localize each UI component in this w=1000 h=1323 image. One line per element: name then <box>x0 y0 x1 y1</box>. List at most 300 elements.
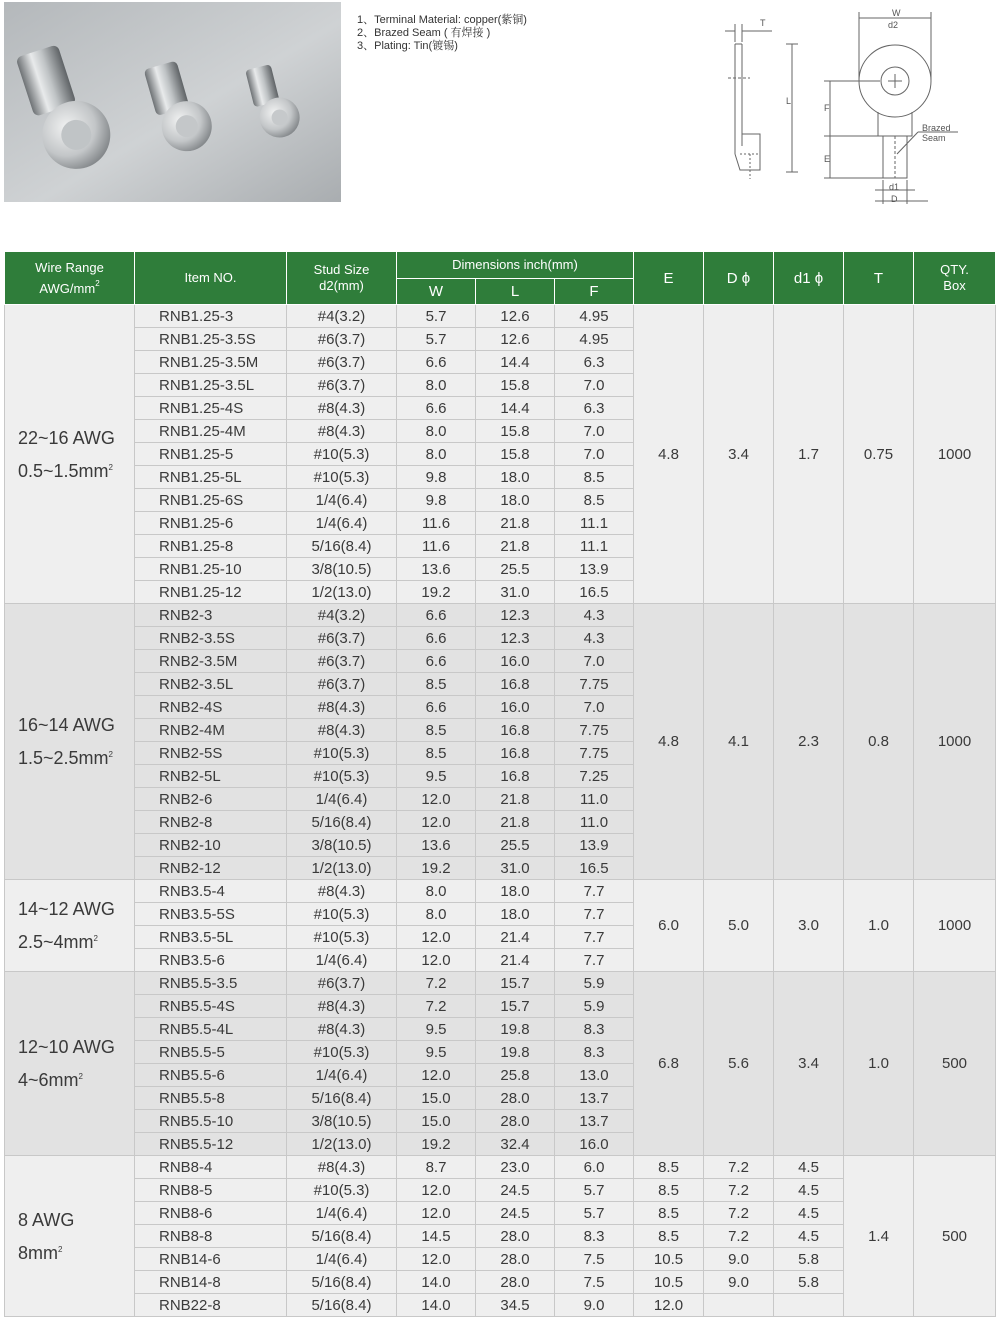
header-wire-range-line1: Wire Range <box>35 259 104 275</box>
wire-range-awg: 12~10 AWG <box>18 1037 115 1057</box>
w-cell: 14.0 <box>397 1294 476 1317</box>
superscript-2: 2 <box>108 750 113 759</box>
f-cell: 8.5 <box>555 466 634 489</box>
qty-cell: 1000 <box>914 604 996 880</box>
wire-range-awg: 8 AWG <box>18 1209 75 1230</box>
stud-size-cell: 1/2(13.0) <box>287 1133 397 1156</box>
e-cell: 6.8 <box>634 972 704 1156</box>
wire-range-mm <box>18 924 134 957</box>
label-D: D <box>891 194 898 204</box>
w-cell: 8.5 <box>397 719 476 742</box>
superscript-2: 2 <box>95 278 100 288</box>
item-no-cell: RNB14-8 <box>135 1271 287 1294</box>
l-cell: 28.0 <box>476 1087 555 1110</box>
item-no-cell: RNB1.25-5 <box>135 443 287 466</box>
wire-range-mm-value: 4~6mm <box>18 1070 79 1090</box>
l-cell: 16.8 <box>476 719 555 742</box>
f-cell: 7.75 <box>555 719 634 742</box>
stud-size-cell: #6(3.7) <box>287 328 397 351</box>
l-cell: 25.5 <box>476 834 555 857</box>
f-cell: 7.75 <box>555 673 634 696</box>
header-W: W <box>397 279 476 305</box>
l-cell: 23.0 <box>476 1156 555 1179</box>
w-cell: 7.2 <box>397 972 476 995</box>
l-cell: 12.6 <box>476 328 555 351</box>
stud-size-cell: #6(3.7) <box>287 972 397 995</box>
l-cell: 21.8 <box>476 512 555 535</box>
l-cell: 15.7 <box>476 972 555 995</box>
stud-size-cell: #8(4.3) <box>287 397 397 420</box>
header-stud-line2: d2(mm) <box>319 278 364 293</box>
f-cell: 7.7 <box>555 880 634 903</box>
f-cell: 5.7 <box>555 1202 634 1225</box>
l-cell: 18.0 <box>476 466 555 489</box>
terminal-photo-image <box>4 2 341 202</box>
d-cell: 9.0 <box>704 1248 774 1271</box>
l-cell: 16.0 <box>476 650 555 673</box>
stud-size-cell: #8(4.3) <box>287 995 397 1018</box>
qty-cell: 500 <box>914 1156 996 1317</box>
item-no-cell: RNB2-6 <box>135 788 287 811</box>
l-cell: 31.0 <box>476 581 555 604</box>
f-cell: 5.9 <box>555 995 634 1018</box>
w-cell: 12.0 <box>397 788 476 811</box>
f-cell: 6.3 <box>555 397 634 420</box>
f-cell: 7.5 <box>555 1271 634 1294</box>
stud-size-cell: 3/8(10.5) <box>287 1110 397 1133</box>
product-photo <box>4 2 341 202</box>
note-plating: 3、Plating: Tin(镀锡) <box>357 40 458 52</box>
item-no-cell: RNB2-5L <box>135 765 287 788</box>
item-no-cell: RNB2-3.5L <box>135 673 287 696</box>
header-qty-line1: QTY. <box>940 262 969 277</box>
f-cell: 7.7 <box>555 903 634 926</box>
f-cell: 5.7 <box>555 1179 634 1202</box>
stud-size-cell: #6(3.7) <box>287 673 397 696</box>
w-cell: 6.6 <box>397 397 476 420</box>
w-cell: 9.5 <box>397 1018 476 1041</box>
e-cell: 4.8 <box>634 604 704 880</box>
d1-cell <box>774 1294 844 1317</box>
l-cell: 25.5 <box>476 558 555 581</box>
f-cell: 4.95 <box>555 328 634 351</box>
f-cell: 13.9 <box>555 834 634 857</box>
stud-size-cell: 1/4(6.4) <box>287 1202 397 1225</box>
l-cell: 32.4 <box>476 1133 555 1156</box>
d1-cell: 5.8 <box>774 1248 844 1271</box>
material-notes <box>357 14 527 53</box>
w-cell: 8.5 <box>397 673 476 696</box>
note-brazed-seam: 2、Brazed Seam ( 有焊接 ) <box>357 27 491 39</box>
stud-size-cell: 1/4(6.4) <box>287 512 397 535</box>
stud-size-cell: #8(4.3) <box>287 696 397 719</box>
w-cell: 15.0 <box>397 1110 476 1133</box>
item-no-cell: RNB5.5-5 <box>135 1041 287 1064</box>
t-cell: 1.4 <box>844 1156 914 1317</box>
item-no-cell: RNB1.25-3 <box>135 305 287 328</box>
stud-size-cell: #10(5.3) <box>287 903 397 926</box>
item-no-cell: RNB2-4S <box>135 696 287 719</box>
stud-size-cell: #10(5.3) <box>287 1179 397 1202</box>
f-cell: 7.0 <box>555 696 634 719</box>
item-no-cell: RNB5.5-6 <box>135 1064 287 1087</box>
item-no-cell: RNB2-10 <box>135 834 287 857</box>
l-cell: 16.8 <box>476 673 555 696</box>
stud-size-cell: 3/8(10.5) <box>287 834 397 857</box>
w-cell: 12.0 <box>397 811 476 834</box>
l-cell: 21.8 <box>476 535 555 558</box>
stud-size-cell: 1/4(6.4) <box>287 788 397 811</box>
item-no-cell: RNB2-8 <box>135 811 287 834</box>
l-cell: 16.0 <box>476 696 555 719</box>
header-T: T <box>844 252 914 305</box>
item-no-cell: RNB1.25-12 <box>135 581 287 604</box>
f-cell: 7.0 <box>555 374 634 397</box>
header-D: D ϕ <box>704 252 774 305</box>
stud-size-cell: 1/2(13.0) <box>287 857 397 880</box>
t-cell: 1.0 <box>844 880 914 972</box>
l-cell: 25.8 <box>476 1064 555 1087</box>
w-cell: 8.0 <box>397 374 476 397</box>
wire-range-cell <box>5 972 135 1156</box>
e-cell: 12.0 <box>634 1294 704 1317</box>
superscript-2: 2 <box>93 934 98 943</box>
t-cell: 0.75 <box>844 305 914 604</box>
d-cell: 9.0 <box>704 1271 774 1294</box>
item-no-cell: RNB2-3.5M <box>135 650 287 673</box>
wire-range-mm <box>18 740 134 773</box>
table-row <box>5 305 996 328</box>
d1-cell: 3.4 <box>774 972 844 1156</box>
stud-size-cell: 5/16(8.4) <box>287 1225 397 1248</box>
superscript-2: 2 <box>108 462 113 472</box>
f-cell: 8.3 <box>555 1018 634 1041</box>
l-cell: 12.6 <box>476 305 555 328</box>
stud-size-cell: #8(4.3) <box>287 1156 397 1179</box>
f-cell: 6.3 <box>555 351 634 374</box>
header-dimensions: Dimensions inch(mm) <box>397 252 634 279</box>
e-cell: 6.0 <box>634 880 704 972</box>
f-cell: 11.0 <box>555 788 634 811</box>
f-cell: 8.5 <box>555 489 634 512</box>
d1-cell: 4.5 <box>774 1156 844 1179</box>
wire-range-awg: 22~16 AWG <box>18 427 115 448</box>
f-cell: 8.3 <box>555 1225 634 1248</box>
header-F: F <box>555 279 634 305</box>
stud-size-cell: #4(3.2) <box>287 305 397 328</box>
stud-size-cell: #6(3.7) <box>287 351 397 374</box>
w-cell: 6.6 <box>397 627 476 650</box>
stud-size-cell: #10(5.3) <box>287 443 397 466</box>
label-F: F <box>824 103 830 113</box>
wire-range-cell <box>5 305 135 604</box>
l-cell: 28.0 <box>476 1271 555 1294</box>
stud-size-cell: #6(3.7) <box>287 650 397 673</box>
item-no-cell: RNB2-4M <box>135 719 287 742</box>
f-cell: 7.0 <box>555 420 634 443</box>
l-cell: 16.8 <box>476 765 555 788</box>
l-cell: 21.8 <box>476 811 555 834</box>
l-cell: 24.5 <box>476 1202 555 1225</box>
w-cell: 19.2 <box>397 857 476 880</box>
w-cell: 8.0 <box>397 443 476 466</box>
item-no-cell: RNB1.25-3.5M <box>135 351 287 374</box>
stud-size-cell: #10(5.3) <box>287 466 397 489</box>
d-cell: 3.4 <box>704 305 774 604</box>
f-cell: 9.0 <box>555 1294 634 1317</box>
w-cell: 19.2 <box>397 581 476 604</box>
table-row <box>5 880 996 903</box>
stud-size-cell: #8(4.3) <box>287 719 397 742</box>
w-cell: 5.7 <box>397 305 476 328</box>
w-cell: 8.0 <box>397 903 476 926</box>
f-cell: 13.9 <box>555 558 634 581</box>
wire-range-cell <box>5 604 135 880</box>
stud-size-cell: 3/8(10.5) <box>287 558 397 581</box>
l-cell: 28.0 <box>476 1248 555 1271</box>
d1-cell: 5.8 <box>774 1271 844 1294</box>
w-cell: 19.2 <box>397 1133 476 1156</box>
f-cell: 8.3 <box>555 1041 634 1064</box>
header-item-no: Item NO. <box>135 252 287 305</box>
e-cell: 4.8 <box>634 305 704 604</box>
l-cell: 18.0 <box>476 489 555 512</box>
superscript-2: 2 <box>78 1072 83 1081</box>
stud-size-cell: #8(4.3) <box>287 420 397 443</box>
w-cell: 11.6 <box>397 512 476 535</box>
f-cell: 7.0 <box>555 650 634 673</box>
label-d2: d2 <box>888 20 899 30</box>
l-cell: 15.8 <box>476 420 555 443</box>
w-cell: 12.0 <box>397 1179 476 1202</box>
item-no-cell: RNB1.25-6S <box>135 489 287 512</box>
w-cell: 13.6 <box>397 834 476 857</box>
e-cell: 10.5 <box>634 1248 704 1271</box>
f-cell: 11.0 <box>555 811 634 834</box>
d-cell: 5.0 <box>704 880 774 972</box>
f-cell: 4.3 <box>555 604 634 627</box>
f-cell: 11.1 <box>555 535 634 558</box>
f-cell: 7.7 <box>555 949 634 972</box>
wire-range-mm-value: 2.5~4mm <box>18 932 94 952</box>
item-no-cell: RNB2-3.5S <box>135 627 287 650</box>
item-no-cell: RNB1.25-4S <box>135 397 287 420</box>
label-brazed: Brazed <box>922 123 951 133</box>
drawing-svg <box>700 4 1000 209</box>
header-L: L <box>476 279 555 305</box>
w-cell: 11.6 <box>397 535 476 558</box>
table-row <box>5 1156 996 1179</box>
wire-range-mm-value: 0.5~1.5mm <box>18 460 109 481</box>
d1-cell: 4.5 <box>774 1202 844 1225</box>
w-cell: 12.0 <box>397 949 476 972</box>
wire-range-awg: 14~12 AWG <box>18 899 115 919</box>
f-cell: 16.5 <box>555 857 634 880</box>
table-row <box>5 604 996 627</box>
f-cell: 11.1 <box>555 512 634 535</box>
w-cell: 9.8 <box>397 489 476 512</box>
f-cell: 16.5 <box>555 581 634 604</box>
d-cell: 7.2 <box>704 1156 774 1179</box>
qty-cell: 1000 <box>914 880 996 972</box>
label-L: L <box>786 96 792 106</box>
d1-cell: 4.5 <box>774 1179 844 1202</box>
item-no-cell: RNB3.5-5L <box>135 926 287 949</box>
item-no-cell: RNB3.5-5S <box>135 903 287 926</box>
l-cell: 28.0 <box>476 1225 555 1248</box>
stud-size-cell: 5/16(8.4) <box>287 811 397 834</box>
item-no-cell: RNB22-8 <box>135 1294 287 1317</box>
stud-size-cell: #10(5.3) <box>287 765 397 788</box>
d-cell: 7.2 <box>704 1179 774 1202</box>
wire-range-cell <box>5 880 135 972</box>
note-material: 1、Terminal Material: copper(紫铜) <box>357 14 527 26</box>
label-W: W <box>892 8 901 18</box>
w-cell: 8.0 <box>397 420 476 443</box>
item-no-cell: RNB8-6 <box>135 1202 287 1225</box>
dimension-drawing <box>700 4 1000 209</box>
e-cell: 10.5 <box>634 1271 704 1294</box>
item-no-cell: RNB3.5-4 <box>135 880 287 903</box>
superscript-2: 2 <box>58 1244 63 1254</box>
wire-range-cell <box>5 1156 135 1317</box>
stud-size-cell: #6(3.7) <box>287 627 397 650</box>
label-d1: d1 <box>889 182 900 192</box>
qty-cell: 500 <box>914 972 996 1156</box>
l-cell: 15.8 <box>476 374 555 397</box>
item-no-cell: RNB5.5-12 <box>135 1133 287 1156</box>
header-qty <box>914 252 996 305</box>
header-stud-size <box>287 252 397 305</box>
stud-size-cell: 5/16(8.4) <box>287 1294 397 1317</box>
w-cell: 6.6 <box>397 604 476 627</box>
header-qty-line2: Box <box>943 278 966 293</box>
l-cell: 28.0 <box>476 1110 555 1133</box>
f-cell: 7.75 <box>555 742 634 765</box>
header-wire-range-line2 <box>5 276 134 297</box>
stud-size-cell: #10(5.3) <box>287 742 397 765</box>
e-cell: 8.5 <box>634 1156 704 1179</box>
w-cell: 8.0 <box>397 880 476 903</box>
t-cell: 1.0 <box>844 972 914 1156</box>
w-cell: 14.5 <box>397 1225 476 1248</box>
l-cell: 18.0 <box>476 903 555 926</box>
f-cell: 7.7 <box>555 926 634 949</box>
f-cell: 13.7 <box>555 1110 634 1133</box>
item-no-cell: RNB1.25-10 <box>135 558 287 581</box>
f-cell: 13.7 <box>555 1087 634 1110</box>
stud-size-cell: 1/4(6.4) <box>287 1064 397 1087</box>
w-cell: 9.5 <box>397 1041 476 1064</box>
stud-size-cell: 1/4(6.4) <box>287 949 397 972</box>
header-wire-unit: AWG/mm <box>39 280 96 296</box>
w-cell: 8.7 <box>397 1156 476 1179</box>
w-cell: 15.0 <box>397 1087 476 1110</box>
f-cell: 13.0 <box>555 1064 634 1087</box>
l-cell: 31.0 <box>476 857 555 880</box>
wire-range-mm-value: 8mm <box>18 1242 58 1263</box>
table-row <box>5 972 996 995</box>
header-d1: d1 ϕ <box>774 252 844 305</box>
d-cell: 4.1 <box>704 604 774 880</box>
w-cell: 13.6 <box>397 558 476 581</box>
item-no-cell: RNB8-8 <box>135 1225 287 1248</box>
label-seam: Seam <box>922 133 946 143</box>
w-cell: 12.0 <box>397 1248 476 1271</box>
l-cell: 21.8 <box>476 788 555 811</box>
item-no-cell: RNB5.5-8 <box>135 1087 287 1110</box>
l-cell: 18.0 <box>476 880 555 903</box>
item-no-cell: RNB5.5-3.5 <box>135 972 287 995</box>
item-no-cell: RNB1.25-4M <box>135 420 287 443</box>
wire-range-mm <box>18 453 134 486</box>
d1-cell: 2.3 <box>774 604 844 880</box>
l-cell: 34.5 <box>476 1294 555 1317</box>
stud-size-cell: 1/2(13.0) <box>287 581 397 604</box>
w-cell: 6.6 <box>397 351 476 374</box>
item-no-cell: RNB1.25-3.5L <box>135 374 287 397</box>
item-no-cell: RNB1.25-8 <box>135 535 287 558</box>
d1-cell: 1.7 <box>774 305 844 604</box>
stud-size-cell: #6(3.7) <box>287 374 397 397</box>
wire-range-mm-value: 1.5~2.5mm <box>18 748 109 768</box>
item-no-cell: RNB2-5S <box>135 742 287 765</box>
w-cell: 12.0 <box>397 1064 476 1087</box>
f-cell: 5.9 <box>555 972 634 995</box>
e-cell: 8.5 <box>634 1202 704 1225</box>
f-cell: 4.3 <box>555 627 634 650</box>
w-cell: 12.0 <box>397 926 476 949</box>
item-no-cell: RNB1.25-5L <box>135 466 287 489</box>
w-cell: 9.8 <box>397 466 476 489</box>
w-cell: 12.0 <box>397 1202 476 1225</box>
l-cell: 21.4 <box>476 926 555 949</box>
w-cell: 8.5 <box>397 742 476 765</box>
l-cell: 24.5 <box>476 1179 555 1202</box>
w-cell: 6.6 <box>397 650 476 673</box>
d-cell <box>704 1294 774 1317</box>
wire-range-mm <box>18 1062 134 1095</box>
stud-size-cell: #4(3.2) <box>287 604 397 627</box>
item-no-cell: RNB3.5-6 <box>135 949 287 972</box>
l-cell: 12.3 <box>476 627 555 650</box>
l-cell: 14.4 <box>476 397 555 420</box>
item-no-cell: RNB8-5 <box>135 1179 287 1202</box>
f-cell: 7.0 <box>555 443 634 466</box>
qty-cell: 1000 <box>914 305 996 604</box>
stud-size-cell: 5/16(8.4) <box>287 1271 397 1294</box>
w-cell: 9.5 <box>397 765 476 788</box>
w-cell: 14.0 <box>397 1271 476 1294</box>
wire-range-mm <box>18 1235 134 1268</box>
d-cell: 7.2 <box>704 1225 774 1248</box>
f-cell: 4.95 <box>555 305 634 328</box>
f-cell: 7.25 <box>555 765 634 788</box>
w-cell: 5.7 <box>397 328 476 351</box>
l-cell: 15.8 <box>476 443 555 466</box>
d1-cell: 4.5 <box>774 1225 844 1248</box>
l-cell: 19.8 <box>476 1018 555 1041</box>
stud-size-cell: 1/4(6.4) <box>287 489 397 512</box>
l-cell: 15.7 <box>476 995 555 1018</box>
item-no-cell: RNB1.25-6 <box>135 512 287 535</box>
item-no-cell: RNB5.5-10 <box>135 1110 287 1133</box>
item-no-cell: RNB1.25-3.5S <box>135 328 287 351</box>
d-cell: 5.6 <box>704 972 774 1156</box>
header-E: E <box>634 252 704 305</box>
d-cell: 7.2 <box>704 1202 774 1225</box>
f-cell: 7.5 <box>555 1248 634 1271</box>
